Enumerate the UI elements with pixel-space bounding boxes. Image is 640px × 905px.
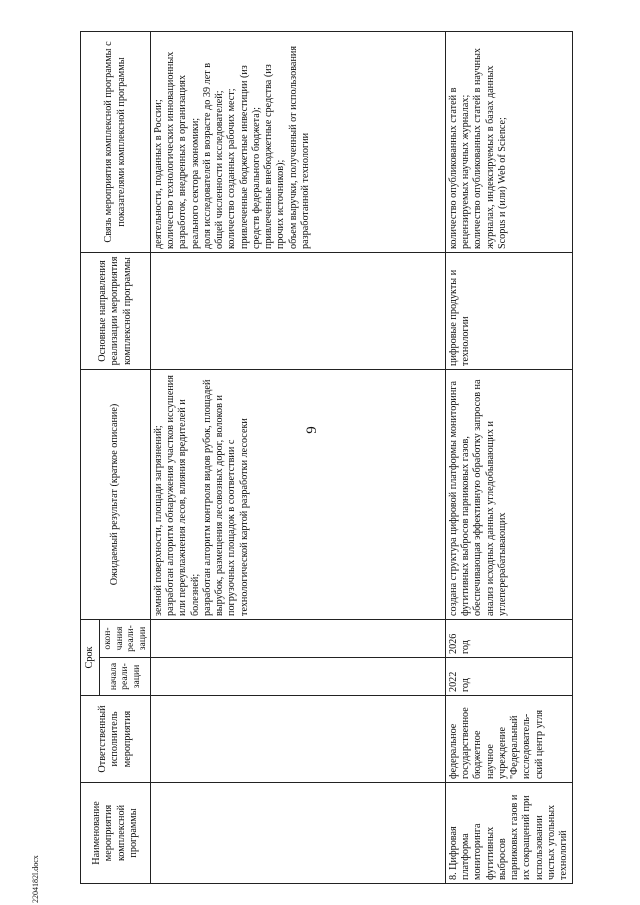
cell-name: 8. Цифровая платформа мониторинга фугитивных выбросов парниковых газов и их сокращений при использовании чистых угольных технологий [446,783,573,884]
cell-directions [151,253,446,370]
table-row [446,32,573,884]
cell-link: количество опубликованных статей в рецензируемых научных журналах; количество опубликованных статей в научных журналах, индексируемых в базах данных Scopus и (или) Web of Science; [446,32,573,253]
cell-start [151,658,446,696]
cell-executor: федеральное государственное бюджетное научное учреждение "Федеральный исследователь-ский центр угля [446,696,573,783]
cell-result: создана структура цифровой платформы мониторинга фугитивных выбросов парниковых газов, обеспечивающая эффективную обработку запросов на анализ исходных данных угледобывающих и углеперерабатывающих [446,370,573,620]
program-table [80,31,573,884]
header-start: начала реали-зации [100,658,151,696]
cell-executor [151,696,446,783]
header-term: Срок [81,620,100,696]
header-end: окон-чания реали-зации [100,620,151,658]
header-result: Ожидаемый результат (краткое описание) [81,370,151,620]
header-executor: Ответственный исполнитель мероприятия [81,696,151,783]
cell-directions: цифровые продукты и технологии [446,253,573,370]
header-directions: Основные направления реализации мероприятия комплексной программы [81,253,151,370]
cell-result: земной поверхности, площади загрязнений; разработан алгоритм обнаружения участков иссушения или переувлажнения лесов, влияния вредителей и болезней; разработан алгоритм контроля видов рубок, площадей вырубок, размещения лесовозных дорог, волоков и погрузочных площадок в соответствии с технологической картой разработки лесосеки [151,370,446,620]
footer-filename: 2204182l.docx [31,855,40,903]
table-row [151,32,446,884]
cell-link: деятельности, поданных в России; количество технологических инновационных разработок, внедренных в организациях реального сектора экономики; доля исследователей в возрасте до 39 лет в общей численности исследователей; количество созданных рабочих мест; привлеченные бюджетные инвестиции (из средств федерального бюджета); привлеченные внебюджетные средства (из прочих источников); объем выручки, полученный от использования разработанной технологии [151,32,446,253]
cell-end [151,620,446,658]
page-number: 9 [304,426,320,434]
cell-name [151,783,446,884]
cell-start: 2022 год [446,658,573,696]
table-container [80,32,570,884]
header-link: Связь мероприятия комплексной программы с показателями комплексной программы [81,32,151,253]
header-name: Наименование мероприятия комплексной программы [81,783,151,884]
cell-end: 2026 год [446,620,573,658]
header-row [81,32,100,884]
